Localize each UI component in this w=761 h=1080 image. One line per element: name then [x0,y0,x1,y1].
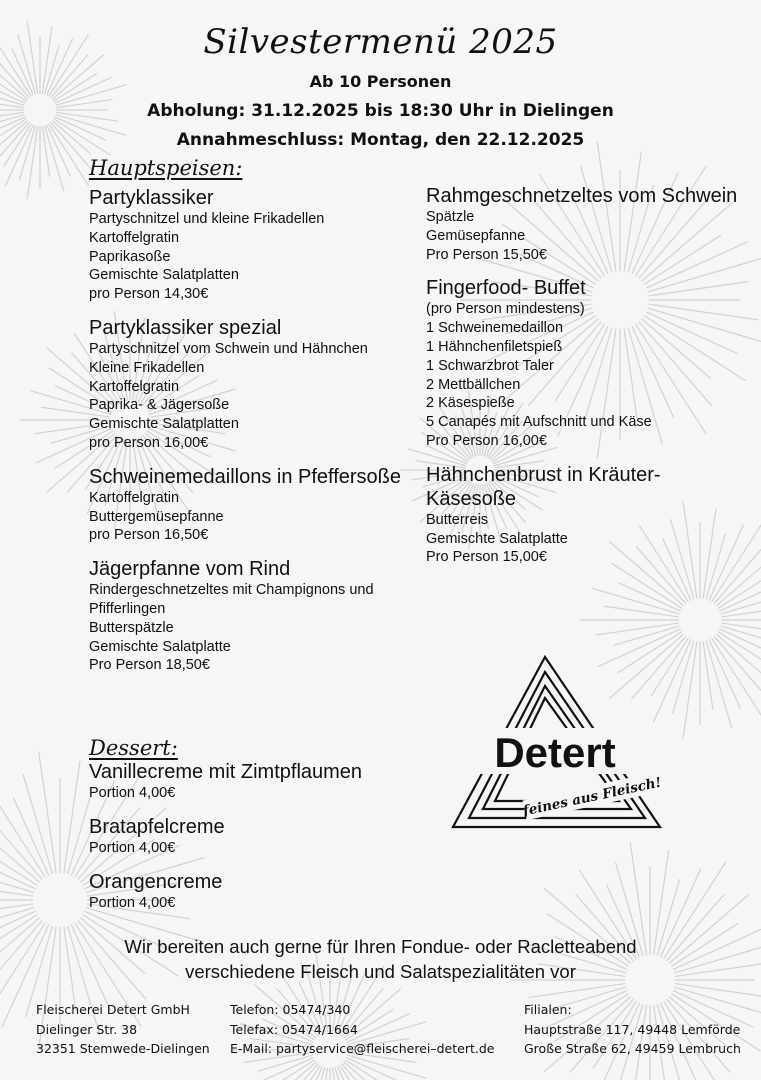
dish-detail: (pro Person mindestens) [426,301,585,318]
dish-detail: Pro Person 15,00€ [426,549,547,566]
phone: Telefon: 05474/340 [230,1002,351,1017]
min-persons-note: Ab 10 Personen [309,72,452,91]
branch-lemfoerde: Hauptstraße 117, 49448 Lemförde [524,1021,741,1037]
dish-detail: Butterspätzle [89,619,174,636]
email[interactable]: E-Mail: partyservice@fleischerei–detert.de [230,1041,495,1056]
firework-ray [0,915,37,966]
main-dishes-left [89,156,419,687]
dish-detail: Buttergemüsepfanne [89,508,224,525]
logo-slogan: feines aus Fleisch! [521,774,663,820]
dish-name: Fingerfood- Buffet [426,277,586,300]
branches-label: Filialen: [524,1002,572,1017]
branches [524,1000,741,1059]
firework-ray [721,586,761,614]
dessert-item [89,815,419,858]
company-city: 32351 Stemwede-Dielingen [36,1041,210,1056]
dish-detail: Spätzle [426,209,475,225]
main-dish-item [89,465,419,545]
firework-ray [714,636,761,699]
main-section-title: Hauptspeisen: [89,156,243,180]
dish-detail: Gemischte Salatplatten [89,267,239,284]
firework-ray [64,761,80,873]
dish-detail: Kleine Frikadellen [89,359,205,376]
dish-name: Bratapfelcreme [89,815,225,838]
dish-detail: Partyschnitzel und kleine Frikadellen [89,211,325,227]
dish-name: Partyklassiker [89,187,214,209]
dish-name: Orangencreme [89,870,223,893]
main-dish-item [426,463,746,567]
dish-name: Rahmgeschnetzeltes vom Schwein [426,185,738,207]
dish-detail: 1 Hähnchenfiletspieß [426,338,563,355]
dessert-section-title: Dessert: [89,736,178,760]
firework-ray [721,623,761,635]
footer-note-line-2: verschiedene Fleisch und Salatspezialitäten vor [185,961,576,982]
main-dish-item [426,184,746,264]
firework-ray [614,626,680,645]
fax: Telefax: 05474/1664 [230,1021,358,1037]
main-dish-item [89,316,419,453]
firework-ray [603,606,678,617]
pickup-info: Abholung: 31.12.2025 bis 18:30 Uhr in Dielingen [147,101,614,121]
firework-ray [529,984,625,998]
dish-detail: Gemischte Salatplatten [89,416,239,433]
fondue-raclette-note [60,934,701,984]
dish-detail: pro Person 14,30€ [89,286,209,303]
firework-ray [709,640,741,709]
order-deadline: Annahmeschluss: Montag, den 22.12.2025 [176,130,585,150]
firework-ray [721,626,761,654]
dish-detail: Butterreis [426,511,489,528]
main-dish-item [89,186,419,304]
dish-detail: 5 Canapés mit Aufschnitt und Käse [426,414,652,431]
dish-detail: Pro Person 18,50€ [89,657,210,674]
main-dish-item [426,276,746,450]
dessert-item [89,760,419,803]
logo-wordmark: Detert [494,729,616,776]
main-dishes-right [426,184,746,579]
dish-detail: Portion 4,00€ [89,839,176,856]
dish-detail: Kartoffelgratin [89,229,180,246]
company-street: Dielinger Str. 38 [36,1021,138,1037]
dish-name: Vanillecreme mit Zimtpflaumen [89,761,363,783]
dish-detail: Partyschnitzel vom Schwein und Hähnchen [89,340,368,357]
dish-detail: 2 Käsespieße [426,395,515,412]
dish-detail: Paprikasoße [89,248,171,265]
company-address [36,1000,210,1059]
firework-ray [703,641,713,709]
main-dish-item [89,557,419,675]
dish-detail: Portion 4,00€ [89,894,176,911]
dish-detail: Kartoffelgratin [89,489,180,506]
dessert-section [89,736,419,924]
firework-ray [706,641,732,728]
dessert-item [89,870,419,913]
dish-detail: 1 Schweinemedaillon [426,320,564,337]
firework-ray [0,883,33,897]
menu-title: Silvestermenü 2025 [203,22,558,62]
detert-logo [445,652,675,842]
dish-detail: Rindergeschnetzeltes mit Champignons und Pfifferlingen [89,582,374,617]
firework-ray [596,623,679,635]
dish-detail: Portion 4,00€ [89,785,176,801]
firework-ray [712,638,761,721]
dish-detail: pro Person 16,50€ [89,527,209,544]
dish-name: Jägerpfanne vom Rind [89,558,291,581]
dish-detail: Pro Person 15,50€ [426,246,547,263]
dish-detail: 1 Schwarzbrot Taler [426,357,554,374]
firework-ray [23,774,52,874]
firework-ray [673,641,694,714]
footer-note-line-1: Wir bereiten auch gerne für Ihren Fondue- oder Racletteabend [124,936,637,957]
company-contact [230,1000,494,1059]
dish-detail: Kartoffelgratin [89,378,180,395]
company-name: Fleischerei Detert GmbH [36,1002,190,1017]
dish-detail: Gemischte Salatplatte [426,530,568,547]
firework-ray [592,588,679,614]
dish-detail: Paprika- & Jägersoße [89,397,230,414]
dish-name: Partyklassiker spezial [89,316,282,339]
dish-name: Schweinemedaillons in Pfeffersoße [89,465,402,488]
dish-name: Hähnchenbrust in Kräuter-Käsesoße [426,463,661,510]
firework-ray [0,782,45,878]
dish-detail: Gemischte Salatplatte [89,638,231,655]
branch-lembruch: Große Straße 62, 49459 Lembruch [524,1041,741,1056]
dish-detail: Gemüsepfanne [426,227,526,244]
dish-detail: 2 Mettbällchen [426,376,521,393]
dish-detail: pro Person 16,00€ [89,434,209,451]
dish-detail: Pro Person 16,00€ [426,432,547,449]
